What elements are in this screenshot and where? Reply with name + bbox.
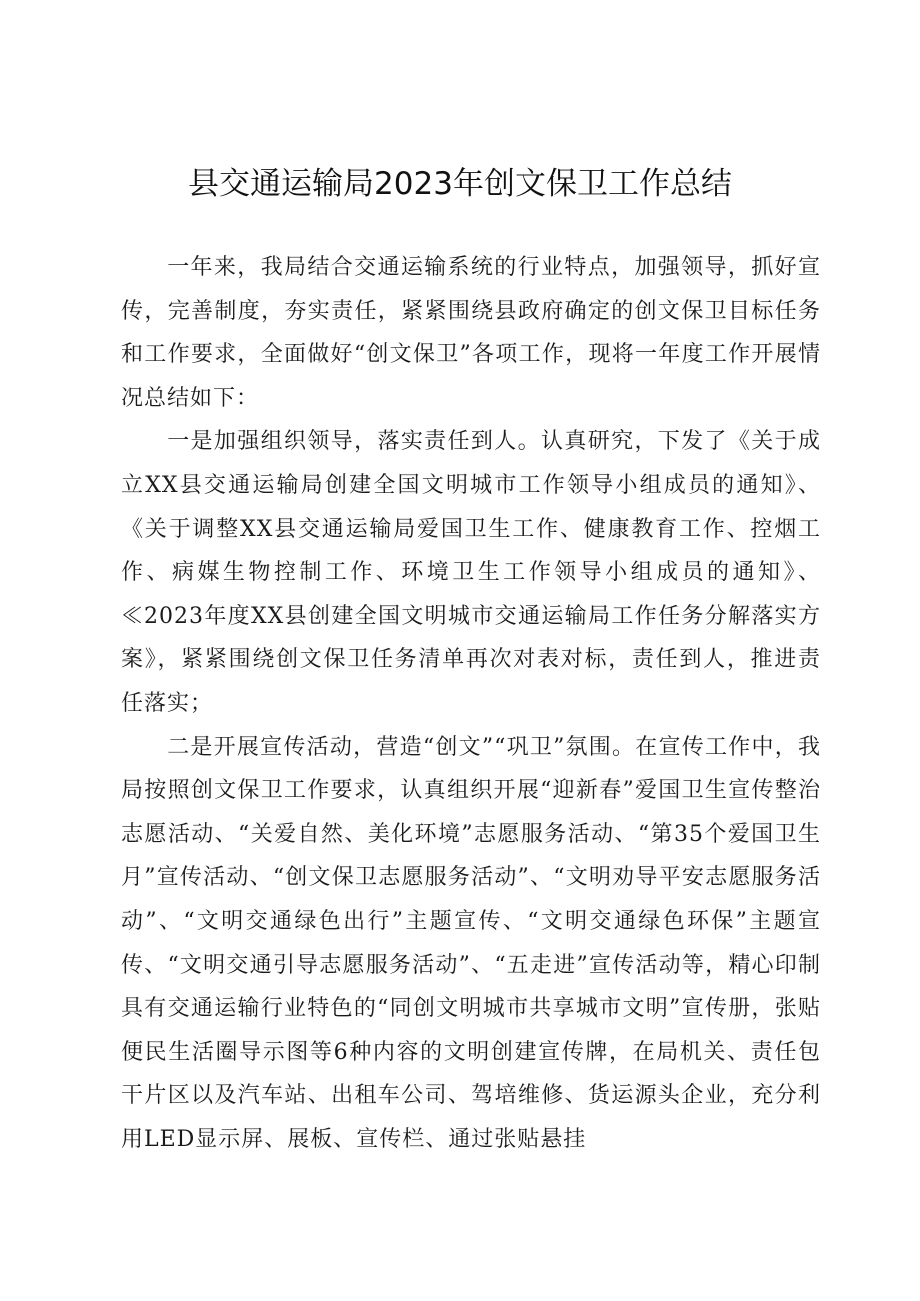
paragraph-intro: 一年来，我局结合交通运输系统的行业特点，加强领导，抓好宣传，完善制度，夯实责任，紧紧围绕县政府确定的创文保卫目标任务和工作要求，全面做好“创文保卫”各项工作，现将一年度工作开展情况总结如下： [121, 255, 821, 411]
document-body [121, 246, 821, 1161]
paragraph-organization: 一是加强组织领导，落实责任到人。认真研究，下发了《关于成立XX县交通运输局创建全国文明城市工作领导小组成员的通知》、《关于调整XX县交通运输局爱国卫生工作、健康教育工作、控烟工作、病媒生物控制工作、环境卫生工作领导小组成员的通知》、≪2023年度XX县创建全国文明城市交通运输局工作任务分解落实方案》，紧紧围绕创文保卫任务清单再次对表对标，责任到人，推进责任落实； [121, 429, 821, 716]
paragraph-publicity: 二是开展宣传活动，营造“创文”“巩卫”氛围。在宣传工作中，我局按照创文保卫工作要求，认真组织开展“迎新春”爱国卫生宣传整治志愿活动、“关爱自然、美化环境”志愿服务活动、“第35个爱国卫生月”宣传活动、“创文保卫志愿服务活动”、“文明劝导平安志愿服务活动”、“文明交通绿色出行”主题宣传、“文明交通绿色环保”主题宣传、“文明交通引导志愿服务活动”、“五走进”宣传活动等，精心印制具有交通运输行业特色的“同创文明城市共享城市文明”宣传册，张贴便民生活圈导示图等6种内容的文明创建宣传牌，在局机关、责任包干片区以及汽车站、出租车公司、驾培维修、货运源头企业，充分利用LED显示屏、展板、宣传栏、通过张贴悬挂 [121, 734, 821, 1152]
document-title: 县交通运输局2023年创文保卫工作总结 [188, 166, 732, 202]
